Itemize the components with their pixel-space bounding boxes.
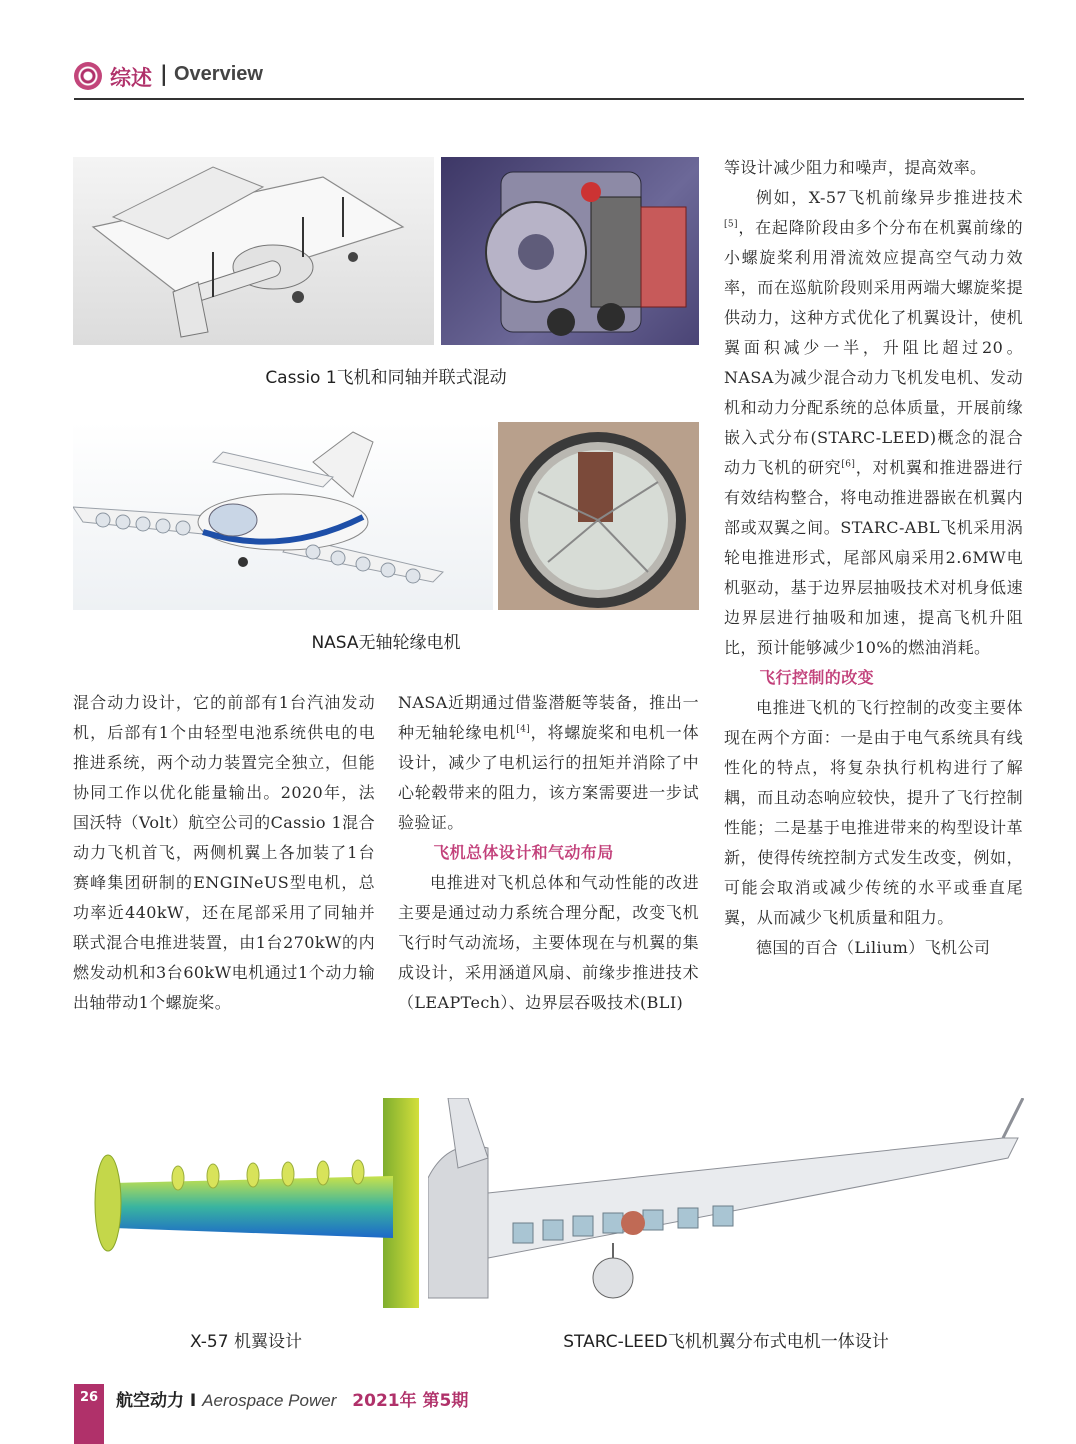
text-column-3 xyxy=(724,153,1023,963)
figure-cassio-aircraft xyxy=(73,157,434,345)
text-column-2 xyxy=(398,688,699,1018)
nasa-aircraft-illustration xyxy=(73,422,493,610)
header-separator: | xyxy=(160,62,168,86)
journal-separator: I xyxy=(189,1391,197,1411)
figure-caption-starc: STARC-LEED飞机机翼分布式电机一体设计 xyxy=(563,1332,889,1352)
figure-caption-x57: X-57 机翼设计 xyxy=(190,1332,302,1352)
page-number: 26 xyxy=(79,1390,99,1405)
section-title-cn: 综述 xyxy=(110,66,152,90)
paragraph: 电推进飞机的飞行控制的改变主要体现在两个方面：一是由于电气系统具有线性化的特点，将复杂执行机构进行了解耦，而且动态响应较快，提升了飞行控制性能；二是基于电推进带来的构型设计革新，使得传统控制方式发生改变，例如，可能会取消或减少传统的水平或垂直尾翼，从而减少飞机质量和阻力。 xyxy=(724,698,1023,927)
figure-x57-wing xyxy=(73,1098,419,1308)
citation-ref: [6] xyxy=(841,459,856,470)
citation-ref: [5] xyxy=(724,219,738,230)
starc-leed-illustration xyxy=(428,1098,1024,1308)
figure-hybrid-powertrain xyxy=(441,157,699,345)
journal-name-en: Aerospace Power xyxy=(202,1391,337,1410)
journal-logo-icon xyxy=(74,62,102,90)
figure-nasa-aircraft xyxy=(73,422,493,610)
citation-ref: [4] xyxy=(516,724,531,735)
paragraph: 混合动力设计，它的前部有1台汽油发动机，后部有1个由轻型电池系统供电的电推进系统，两个动力装置完全独立，但能协同工作以优化能量输出。2020年，法国沃特（Volt）航空公司的Cassio 1混合动力飞机首飞，两侧机翼上各加装了1台赛峰集团研制的ENGINeUS型电机，总功率近440kW，还在尾部采用了同轴并联式混合电推进装置，由1台270kW的内燃发动机和3台60kW电机通过1个动力输出轴带动1个螺旋桨。 xyxy=(73,693,375,1012)
powertrain-illustration xyxy=(441,157,699,345)
paragraph: 例如，X-57飞机前缘异步推进技术[5]，在起降阶段由多个分布在机翼前缘的小螺旋桨利用滑流效应提高空气动力效率，而在巡航阶段则采用两端大螺旋桨提供动力，这种方式优化了机翼设计，使机翼面积减少一半，升阻比超过20。NASA为减少混合动力飞机发电机、发动机和动力分配系统的总体质量，开展前缘嵌入式分布(STARC-LEED)概念的混合动力飞机的研究[6]，对机翼和推进器进行有效结构整合，将电动推进器嵌在机翼内部或双翼之间。STARC-ABL飞机采用涡轮电推进形式，尾部风扇采用2.6MW电机驱动，基于边界层抽吸技术对机身低速边界层进行抽吸和加速，提高飞机升阻比，预计能够减少10%的燃油消耗。 xyxy=(724,188,1023,657)
figure-starc-leed xyxy=(428,1098,1024,1308)
text-column-1 xyxy=(73,688,375,1018)
header-rule xyxy=(74,98,1024,100)
rim-motor-illustration xyxy=(498,422,699,610)
paragraph: NASA近期通过借鉴潜艇等装备，推出一种无轴轮缘电机[4]，将螺旋桨和电机一体设计，减少了电机运行的扭矩并消除了中心轮毂带来的阻力，该方案需要进一步试验验证。 xyxy=(398,693,699,832)
issue-date: 2021年 第5期 xyxy=(352,1391,469,1411)
paragraph: 电推进对飞机总体和气动性能的改进主要是通过动力系统合理分配，改变飞机飞行时气动流场，主要体现在与机翼的集成设计，采用涵道风扇、前缘步推进技术（LEAPTech）、边界层吞吸技术(BLI) xyxy=(398,873,699,1012)
paragraph: 德国的百合（Lilium）飞机公司 xyxy=(756,938,991,957)
section-heading: 飞机总体设计和气动布局 xyxy=(433,843,614,862)
figure-caption-cassio: Cassio 1飞机和同轴并联式混动 xyxy=(265,368,507,388)
section-title-en: Overview xyxy=(174,63,263,85)
figure-rim-motor xyxy=(498,422,699,610)
section-heading: 飞行控制的改变 xyxy=(759,668,874,687)
figure-caption-nasa: NASA无轴轮缘电机 xyxy=(311,633,461,653)
journal-name-cn: 航空动力 xyxy=(116,1391,184,1411)
x57-wing-illustration xyxy=(73,1098,419,1308)
cassio-aircraft-illustration xyxy=(73,157,434,345)
journal-name xyxy=(116,1386,468,1411)
paragraph: 等设计减少阻力和噪声，提高效率。 xyxy=(724,158,987,177)
